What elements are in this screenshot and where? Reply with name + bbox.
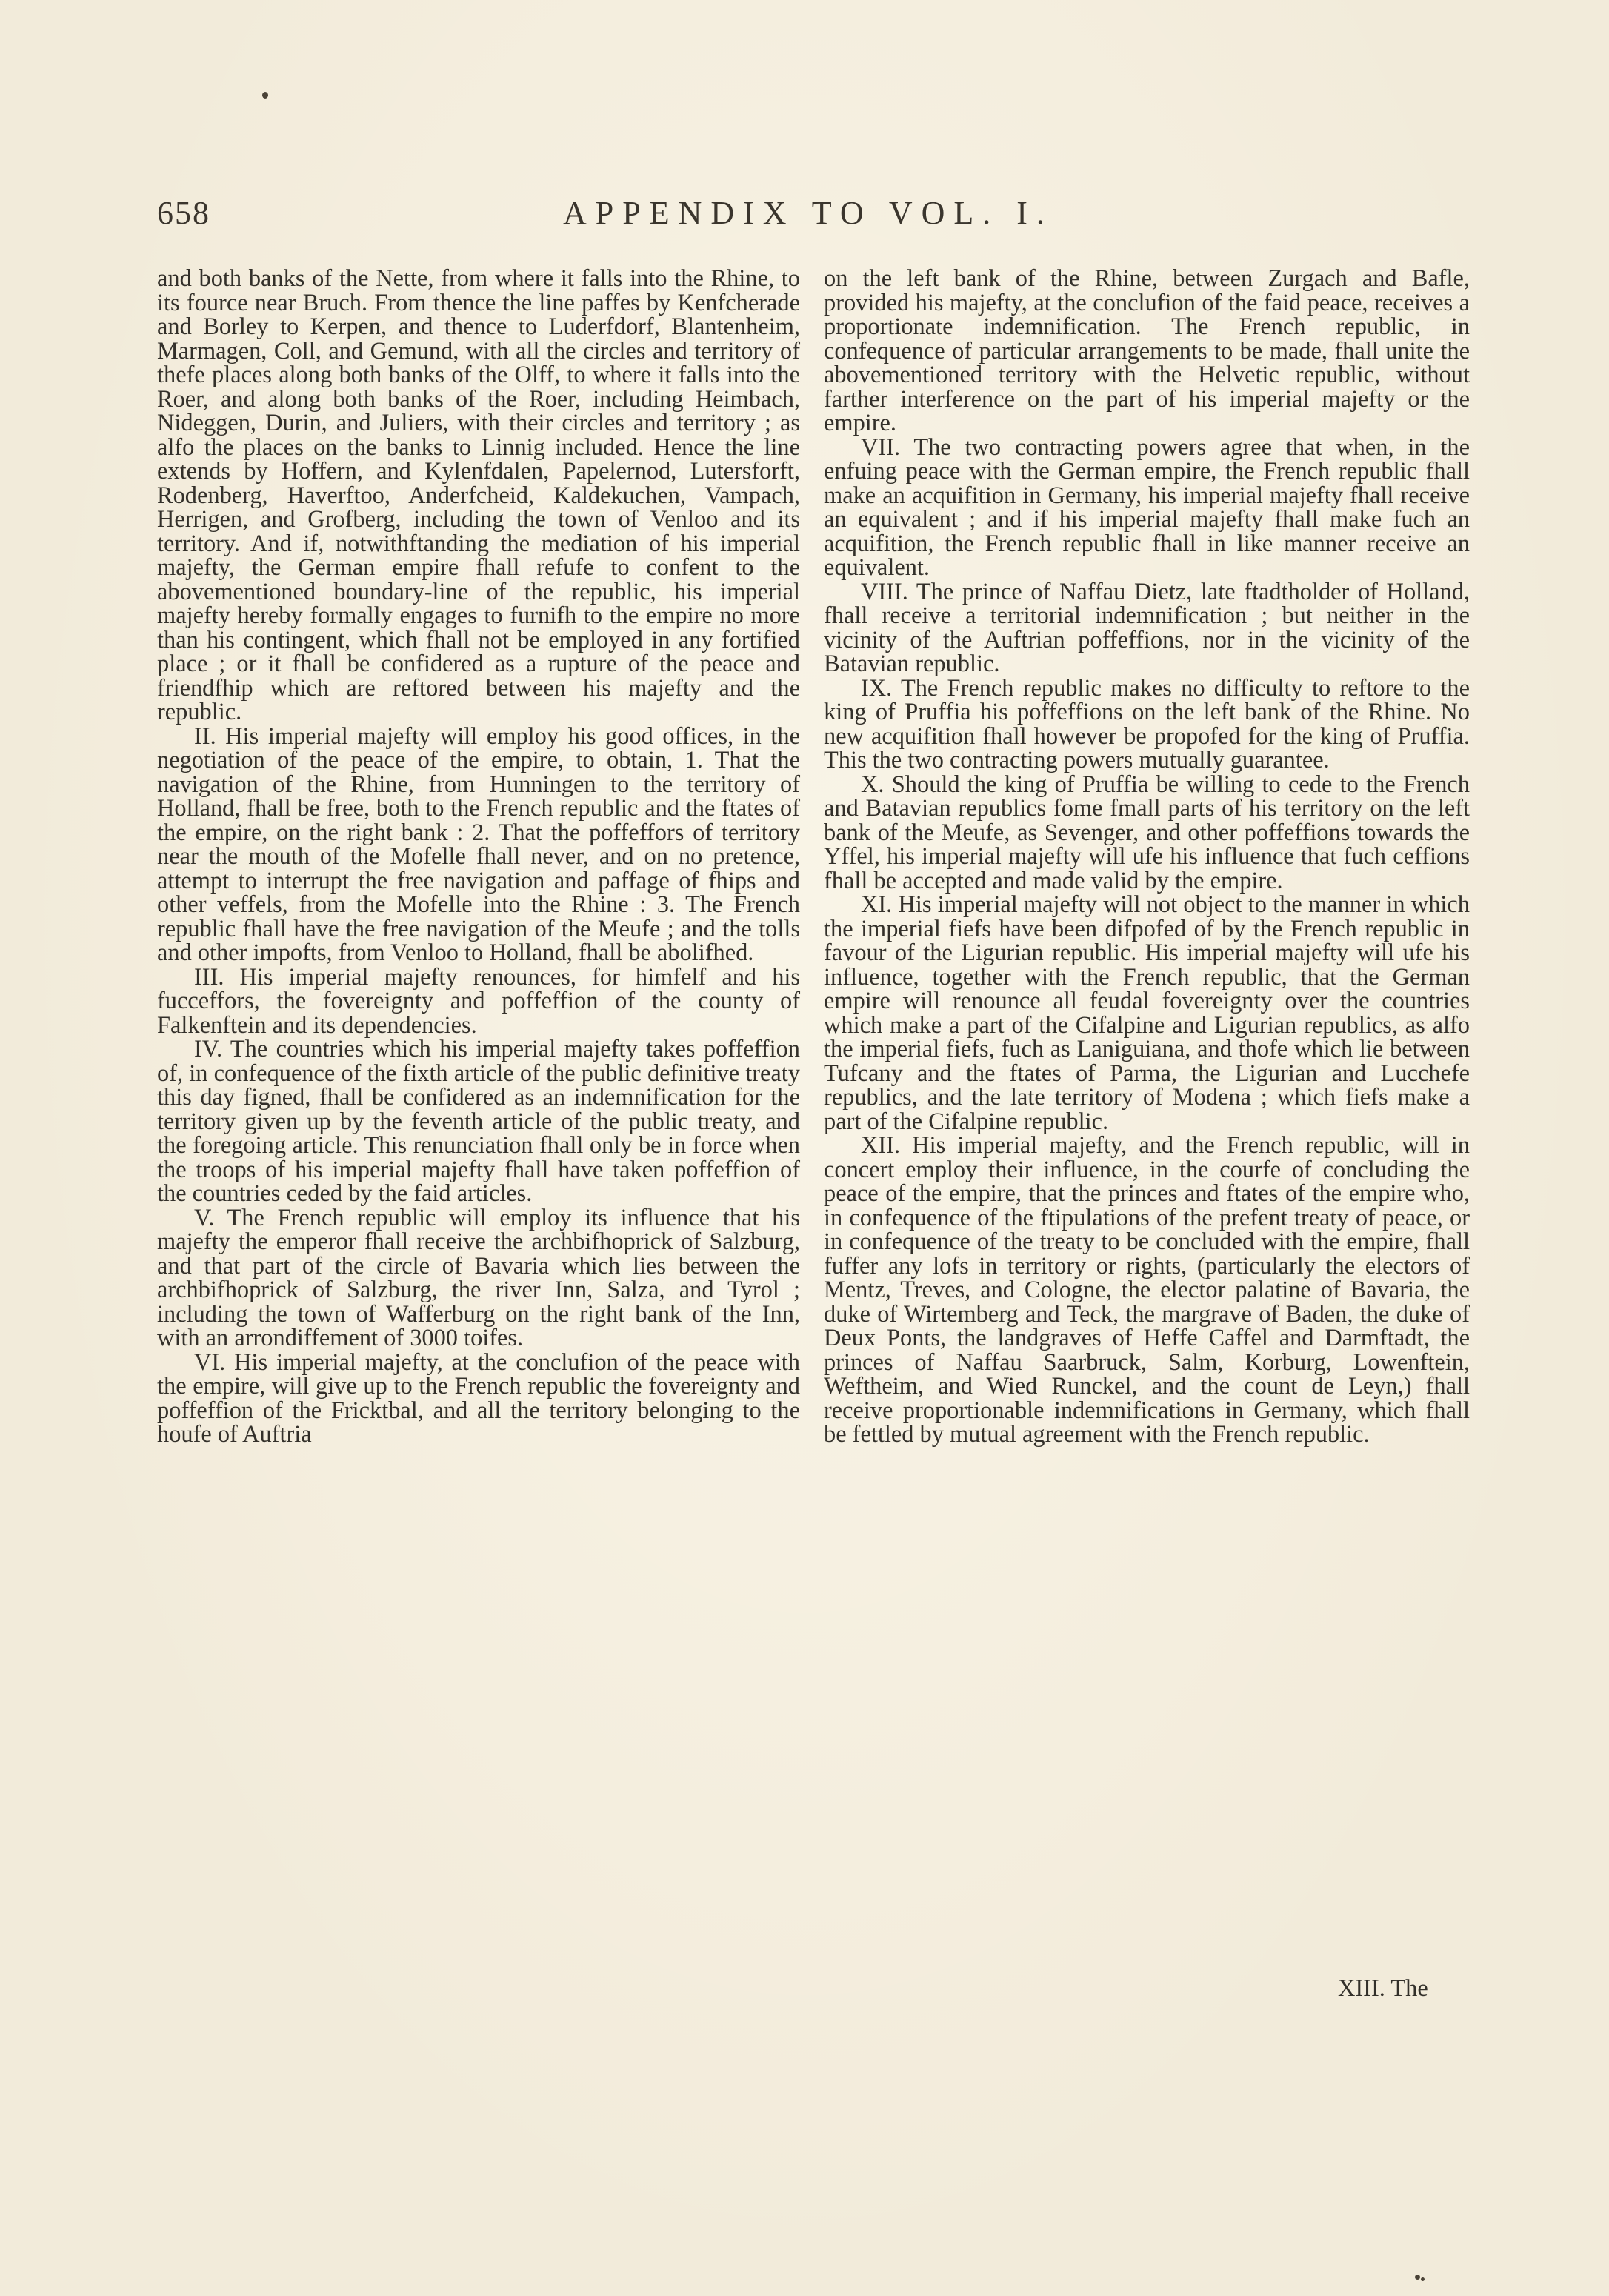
paragraph: and both banks of the Nette, from where it falls into the Rhine, to its fource near Bruch. From thence the line paffes by Kenfcherade and Borley to Kerpen, and thence to Luderfdorf, Blantenheim, Marmagen, Coll, and Gemund, with all the circles and territory of thefe places along both banks of the Olff, to where it falls into the Roer, and along both banks of the Roer, including Heimbach, Nideggen, Durin, and Juliers, with their circles and territory ; as alfo the places on the banks to Linnig included. Hence the line extends by Hoffern, and Kylenfdalen, Papelernod, Lutersforft, Rodenberg, Haverftoo, Anderfcheid, Kaldekuchen, Vampach, Herrigen, and Grofberg, including the town of Venloo and its territory. And if, notwithftanding the mediation of his imperial majefty, the German empire fhall refufe to confent to the abovementioned boundary-line of the republic, his imperial majefty hereby formally engages to furnifh to the empire no more than his contingent, which fhall not be employed in any fortified place ; or it fhall be confidered as a rupture of the peace and friendfhip which are reftored between his majefty and the republic. — [157, 265, 800, 725]
paragraph: XII. His imperial majefty, and the French republic, will in concert employ their influence, in the courfe of concluding the peace of the empire, that the princes and ftates of the empire who, in confequence of the ftipulations of the prefent treaty of peace, or in confequence of the treaty to be concluded with the empire, fhall fuffer any lofs in territory or rights, (particularly the electors of Mentz, Treves, and Cologne, the elector palatine of Bavaria, the duke of Wirtemberg and Teck, the margrave of Baden, the duke of Deux Ponts, the landgraves of Heffe Caffel and Darmftadt, the princes of Naffau Saarbruck, Salm, Korburg, Lowenftein, Weftheim, and Wied Runckel, and the count de Leyn,) fhall receive proportionable indemnifications in Germany, which fhall be fettled by mutual agreement with the French republic. — [824, 1132, 1470, 1448]
paragraph: VII. The two contracting powers agree that when, in the enfuing peace with the German empire, the French republic fhall make an acquifition in Germany, his imperial majefty fhall receive an equivalent ; and if his imperial majefty fhall make fuch an acquifition, the French republic fhall in like manner receive an equivalent. — [824, 433, 1470, 581]
catchword: XIII. The — [1338, 1975, 1428, 2002]
ink-speck — [1421, 2277, 1425, 2281]
paragraph: III. His imperial majefty renounces, for himfelf and his fucceffors, the fovereignty and poffeffion of the county of Falkenftein and its dependencies. — [157, 963, 800, 1039]
paragraph: VIII. The prince of Naffau Dietz, late ftadtholder of Holland, fhall receive a territorial indemnification ; but neither in the vicinity of the Auftrian poffeffions, nor in the vicinity of the Batavian republic. — [824, 578, 1470, 677]
paragraph: II. His imperial majefty will employ his good offices, in the negotiation of the peace of the empire, to obtain, 1. That the navigation of the Rhine, from Hunningen to the territory of Holland, fhall be free, both to the French republic and the ftates of the empire, on the right bank : 2. That the poffeffors of territory near the mouth of the Mofelle fhall never, and on no pretence, attempt to interrupt the free navigation and paffage of fhips and other veffels, from the Mofelle into the Rhine : 3. The French republic fhall have the free navigation of the Meufe ; and the tolls and other impofts, from Venloo to Holland, fhall be abolifhed. — [157, 722, 800, 966]
running-head-title: APPENDIX TO VOL. I. — [563, 195, 1053, 231]
page-number: 658 — [157, 195, 210, 231]
ink-speck — [1415, 2275, 1420, 2280]
paragraph: on the left bank of the Rhine, between Zurgach and Bafle, provided his majefty, at the conclufion of the faid peace, receives a proportionate indemnification. The French republic, in confequence of particular arrangements to be made, fhall unite the abovementioned territory with the Helvetic republic, without farther interference on the part of his imperial majefty or the empire. — [824, 265, 1470, 436]
paragraph: IV. The countries which his imperial majefty takes poffeffion of, in confequence of the fixth article of the public definitive treaty this day figned, fhall be confidered as an indemnification for the territory given up by the feventh article of the public treaty, and the foregoing article. This renunciation fhall only be in force when the troops of his imperial majefty fhall have taken poffeffion of the countries ceded by the faid articles. — [157, 1036, 800, 1207]
paragraph: IX. The French republic makes no difficulty to reftore to the king of Pruffia his poffeffions on the left bank of the Rhine. No new acquifition fhall however be propofed for the king of Pruffia. This the two contracting powers mutually guarantee. — [824, 674, 1470, 773]
running-head — [157, 194, 1439, 239]
ink-speck — [262, 92, 268, 99]
paragraph: V. The French republic will employ its influence that his majefty the emperor fhall receive the archbifhoprick of Salzburg, and that part of the circle of Bavaria which lies between the archbifhoprick of Salzburg, the river Inn, Salza, and Tyrol ; including the town of Wafferburg on the right bank of the Inn, with an arrondiffement of 3000 toifes. — [157, 1204, 800, 1351]
paragraph: X. Should the king of Pruffia be willing to cede to the French and Batavian republics fome fmall parts of his territory on the left bank of the Meufe, as Sevenger, and other poffeffions towards the Yffel, his imperial majefty will ufe his influence that fuch ceffions fhall be accepted and made valid by the empire. — [824, 771, 1470, 894]
left-column — [157, 267, 800, 1447]
paragraph: XI. His imperial majefty will not object to the manner in which the imperial fiefs have been difpofed of by the French republic in favour of the Ligurian republic. His imperial majefty will ufe his influence, together with the French republic, that the German empire will renounce all feudal fovereignty over the countries which make a part of the Cifalpine and Ligurian republics, as alfo the imperial fiefs, fuch as Laniguiana, and thofe which lie between Tufcany and the ftates of Parma, the Ligurian and Lucchefe republics, and the late territory of Modena ; which fiefs make a part of the Cifalpine republic. — [824, 891, 1470, 1135]
right-column — [824, 267, 1470, 1447]
paragraph: VI. His imperial majefty, at the conclufion of the peace with the empire, will give up to the French republic the fovereignty and poffeffion of the Fricktbal, and all the territory belonging to the houfe of Auftria — [157, 1348, 800, 1448]
